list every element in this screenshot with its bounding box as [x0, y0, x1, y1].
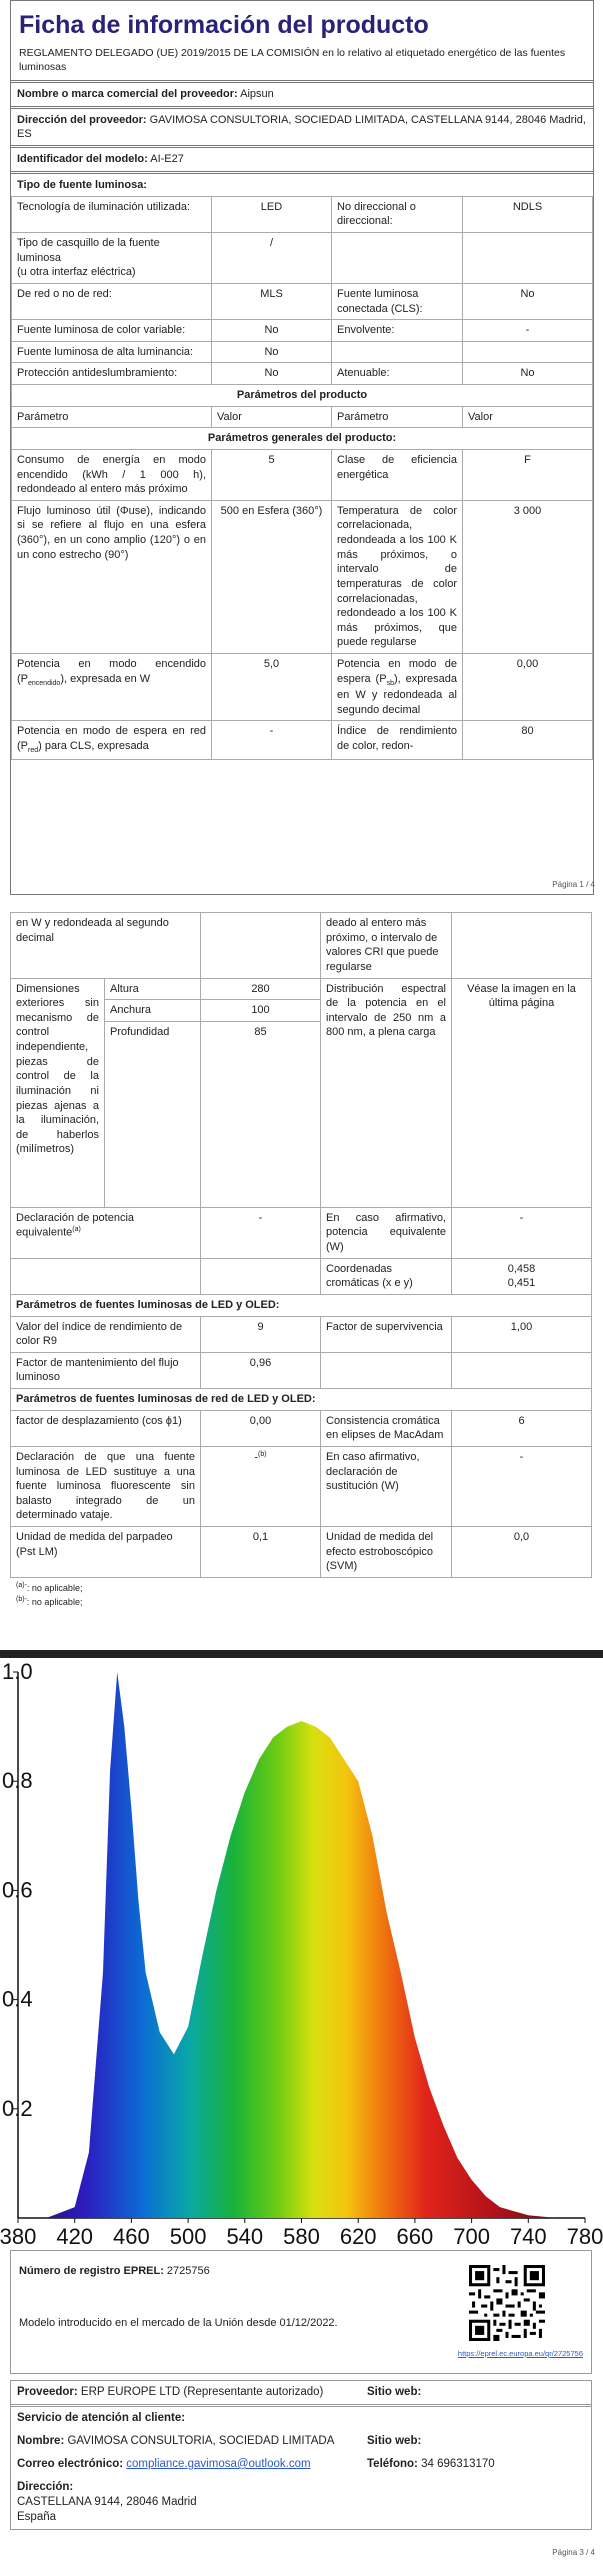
market-intro-date: Modelo introducido en el mercado de la Unión desde 01/12/2022.: [19, 2317, 338, 2329]
provider-row: Proveedor: ERP EUROPE LTD (Representante autorizado) Sitio web:: [17, 2386, 422, 2398]
mains-params-heading-row: Parámetros de fuentes luminosas de red de LED y OLED:: [11, 1389, 592, 1411]
led-params-heading-row: Parámetros de fuentes luminosas de LED y OLED:: [11, 1294, 592, 1316]
product-sheet-page-2: [10, 912, 592, 1613]
light-source-type-heading: Tipo de fuente luminosa:: [11, 171, 593, 196]
table-row: Anchura 100: [11, 1000, 592, 1022]
table-row: Valor del índice de rendimiento de color R9 9 Factor de supervivencia 1,00: [11, 1316, 592, 1352]
brand-row: [11, 80, 593, 105]
page-title: Ficha de información del producto: [19, 11, 429, 39]
table-row: Profundidad 85: [11, 1021, 592, 1207]
x-tick-label: 620: [339, 2224, 377, 2249]
table-row: Consumo de energía en modo encendido (kWh / 1 000 h), redondeado al entero más próximo 5 Clase de eficiencia energética F: [12, 449, 593, 500]
y-tick-label: 0.8: [2, 1768, 33, 1794]
spectrum-area: [18, 1672, 585, 2218]
y-tick-label: 0.2: [2, 2095, 33, 2121]
table-row: De red o no de red: MLS Fuente luminosa conectada (CLS): No: [12, 283, 593, 319]
x-tick-label: 740: [509, 2224, 547, 2249]
page-number-1: Página 1 / 4: [552, 880, 595, 889]
x-tick-label: 380: [0, 2224, 37, 2249]
x-tick-label: 780: [566, 2224, 603, 2249]
model-value: AI-E27: [150, 153, 184, 166]
spectral-distribution-chart: [0, 1650, 603, 2250]
qr-code-icon: [469, 2265, 545, 2341]
y-tick-label: 0.6: [2, 1877, 33, 1903]
x-tick-label: 420: [56, 2224, 94, 2249]
model-label: Identificador del modelo:: [17, 153, 148, 166]
x-tick-label: 660: [396, 2224, 434, 2249]
regulation-subtitle: REGLAMENTO DELEGADO (UE) 2019/2015 DE LA COMISIÓN en lo relativo al etiquetado energético de las fuentes luminosas: [19, 47, 566, 74]
table-row: Declaración de potencia equivalente$^{(a)}$ - En caso afirmativo, potencia equivalente (W) -: [11, 1207, 592, 1258]
supplier-value: GAVIMOSA CONSULTORIA, SOCIEDAD LIMITADA, CASTELLANA 9144, 28046 Madrid, ES: [17, 113, 586, 140]
provider-box: [10, 2380, 592, 2530]
table-row: Potencia en modo de espera en red $(P_{red})$ para CLS, expresada - Índice de rendimiento de color, redon- 80: [12, 721, 593, 759]
service-contact-row: Correo electrónico: compliance.gavimosa@outlook.com Teléfono: 34 696313170: [17, 2457, 495, 2470]
x-tick-label: 580: [283, 2224, 320, 2249]
params-table-continued: [10, 912, 592, 1578]
footnotes: [10, 1578, 592, 1613]
table-row: Flujo luminoso útil (Φuse), indicando si se refiere al flujo en una esfera (360°), en un cono amplio (120°) o en un cono estrecho (90°) 500 en Esfera (360°) Temperatura de color correlacionada, redondeada a los 100 K más próximos, o intervalo de temperaturas de color correlacionadas, redondeado a los 100 K más próximos, que puede regularse 3 000: [12, 500, 593, 653]
light-source-type-table: [11, 196, 593, 760]
chart-area-layer: [18, 1672, 585, 2218]
spectral-distribution-value: Véase la imagen en la última página: [452, 978, 592, 1207]
x-tick-label: 460: [113, 2224, 150, 2249]
table-row: Declaración de que una fuente luminosa de LED sustituye a una fuente luminosa fluorescente sin balasto integrado de un determinado vataje. -$^{(b)}$ En caso afirmativo, declaración de sustitución (W) -: [11, 1446, 592, 1526]
general-params-heading-row: Parámetros generales del producto:: [12, 428, 593, 450]
supplier-label: Dirección del proveedor:: [17, 113, 147, 126]
table-row: Potencia en modo encendido $(P_{encendido})$, expresada en W 5,0 Potencia en modo de espera $(P_{sb})$, expresada en W y redondeada al segundo decimal 0,00: [12, 654, 593, 721]
table-row: factor de desplazamiento (cos ϕ1) 0,00 Consistencia cromática en elipses de MacAdam 6: [11, 1410, 592, 1446]
chart-top-border: [0, 1650, 603, 1658]
dimensions-row: Dimensiones exteriores sin mecanismo de control independiente, piezas de control de la iluminación ni piezas ajenas a la iluminación, de haberlos (milímetros) Altura 280 Distribución espectral de la potencia en el intervalo de 250 nm a 800 nm, a plena carga Véase la imagen en la última página: [11, 978, 592, 1000]
table-row: Fuente luminosa de alta luminancia: No: [12, 341, 593, 363]
registry-number: Número de registro EPREL: 2725756: [19, 2265, 210, 2277]
product-params-heading-row: Parámetros del producto: [12, 385, 593, 407]
table-row: Coordenadas cromáticas (x e y) 0,458 0,451: [11, 1258, 592, 1294]
x-tick-label: 500: [169, 2224, 207, 2249]
footnote-a: $^{(a)-}$: no aplicable;: [16, 1581, 83, 1593]
eprel-link[interactable]: https://eprel.ec.europa.eu/qr/2725756: [457, 2349, 583, 2358]
email-link[interactable]: compliance.gavimosa@outlook.com: [126, 2457, 311, 2470]
supplier-row: [11, 106, 593, 146]
y-tick-label: 1.0: [2, 1659, 33, 1684]
footnote-b: $^{(b)-}$: no aplicable;: [16, 1596, 83, 1608]
table-row: en W y redondeada al segundo decimal deado al entero más próximo, o intervalo de valores CRI que puede regularse: [11, 913, 592, 979]
table-row: Fuente luminosa de color variable: No Envolvente: -: [12, 320, 593, 342]
service-name-row: Nombre: GAVIMOSA CONSULTORIA, SOCIEDAD LIMITADA Sitio web:: [17, 2434, 422, 2447]
table-row: Unidad de medida del parpadeo (Pst LM) 0,1 Unidad de medida del efecto estroboscópico (SVM) 0,0: [11, 1527, 592, 1578]
registry-box: [10, 2250, 592, 2374]
spectral-distribution-label: Distribución espectral de la potencia en el intervalo de 250 nm a 800 nm, a plena carga: [321, 978, 452, 1207]
table-row: Protección antideslumbramiento: No Atenuable: No: [12, 363, 593, 385]
spectrum-svg: [0, 1650, 603, 2250]
product-sheet-page-3: [10, 2250, 592, 2530]
x-tick-label: 700: [453, 2224, 490, 2249]
brand-label: Nombre o marca comercial del proveedor:: [17, 88, 238, 101]
params-column-header-row: Parámetro Valor Parámetro Valor: [12, 406, 593, 428]
table-row: Tipo de casquillo de la fuente luminosa (u otra interfaz eléctrica) /: [12, 233, 593, 284]
table-row: Tecnología de iluminación utilizada: LED No direccional o direccional: NDLS: [12, 196, 593, 232]
y-tick-label: 0.4: [2, 1986, 33, 2012]
x-tick-label: 540: [226, 2224, 264, 2249]
customer-service-heading: Servicio de atención al cliente:: [11, 2404, 591, 2430]
model-row: [11, 145, 593, 170]
table-row: Factor de mantenimiento del flujo luminoso 0,96: [11, 1352, 592, 1388]
product-sheet-page-1: [10, 0, 594, 895]
brand-value: Aipsun: [240, 88, 274, 101]
page-number-3: Página 3 / 4: [552, 2548, 595, 2557]
service-address: Dirección: CASTELLANA 9144, 28046 Madrid España: [17, 2480, 197, 2523]
dimensions-label: Dimensiones exteriores sin mecanismo de control independiente, piezas de control de la iluminación ni piezas ajenas a la iluminación, de haberlos (milímetros): [11, 978, 105, 1207]
